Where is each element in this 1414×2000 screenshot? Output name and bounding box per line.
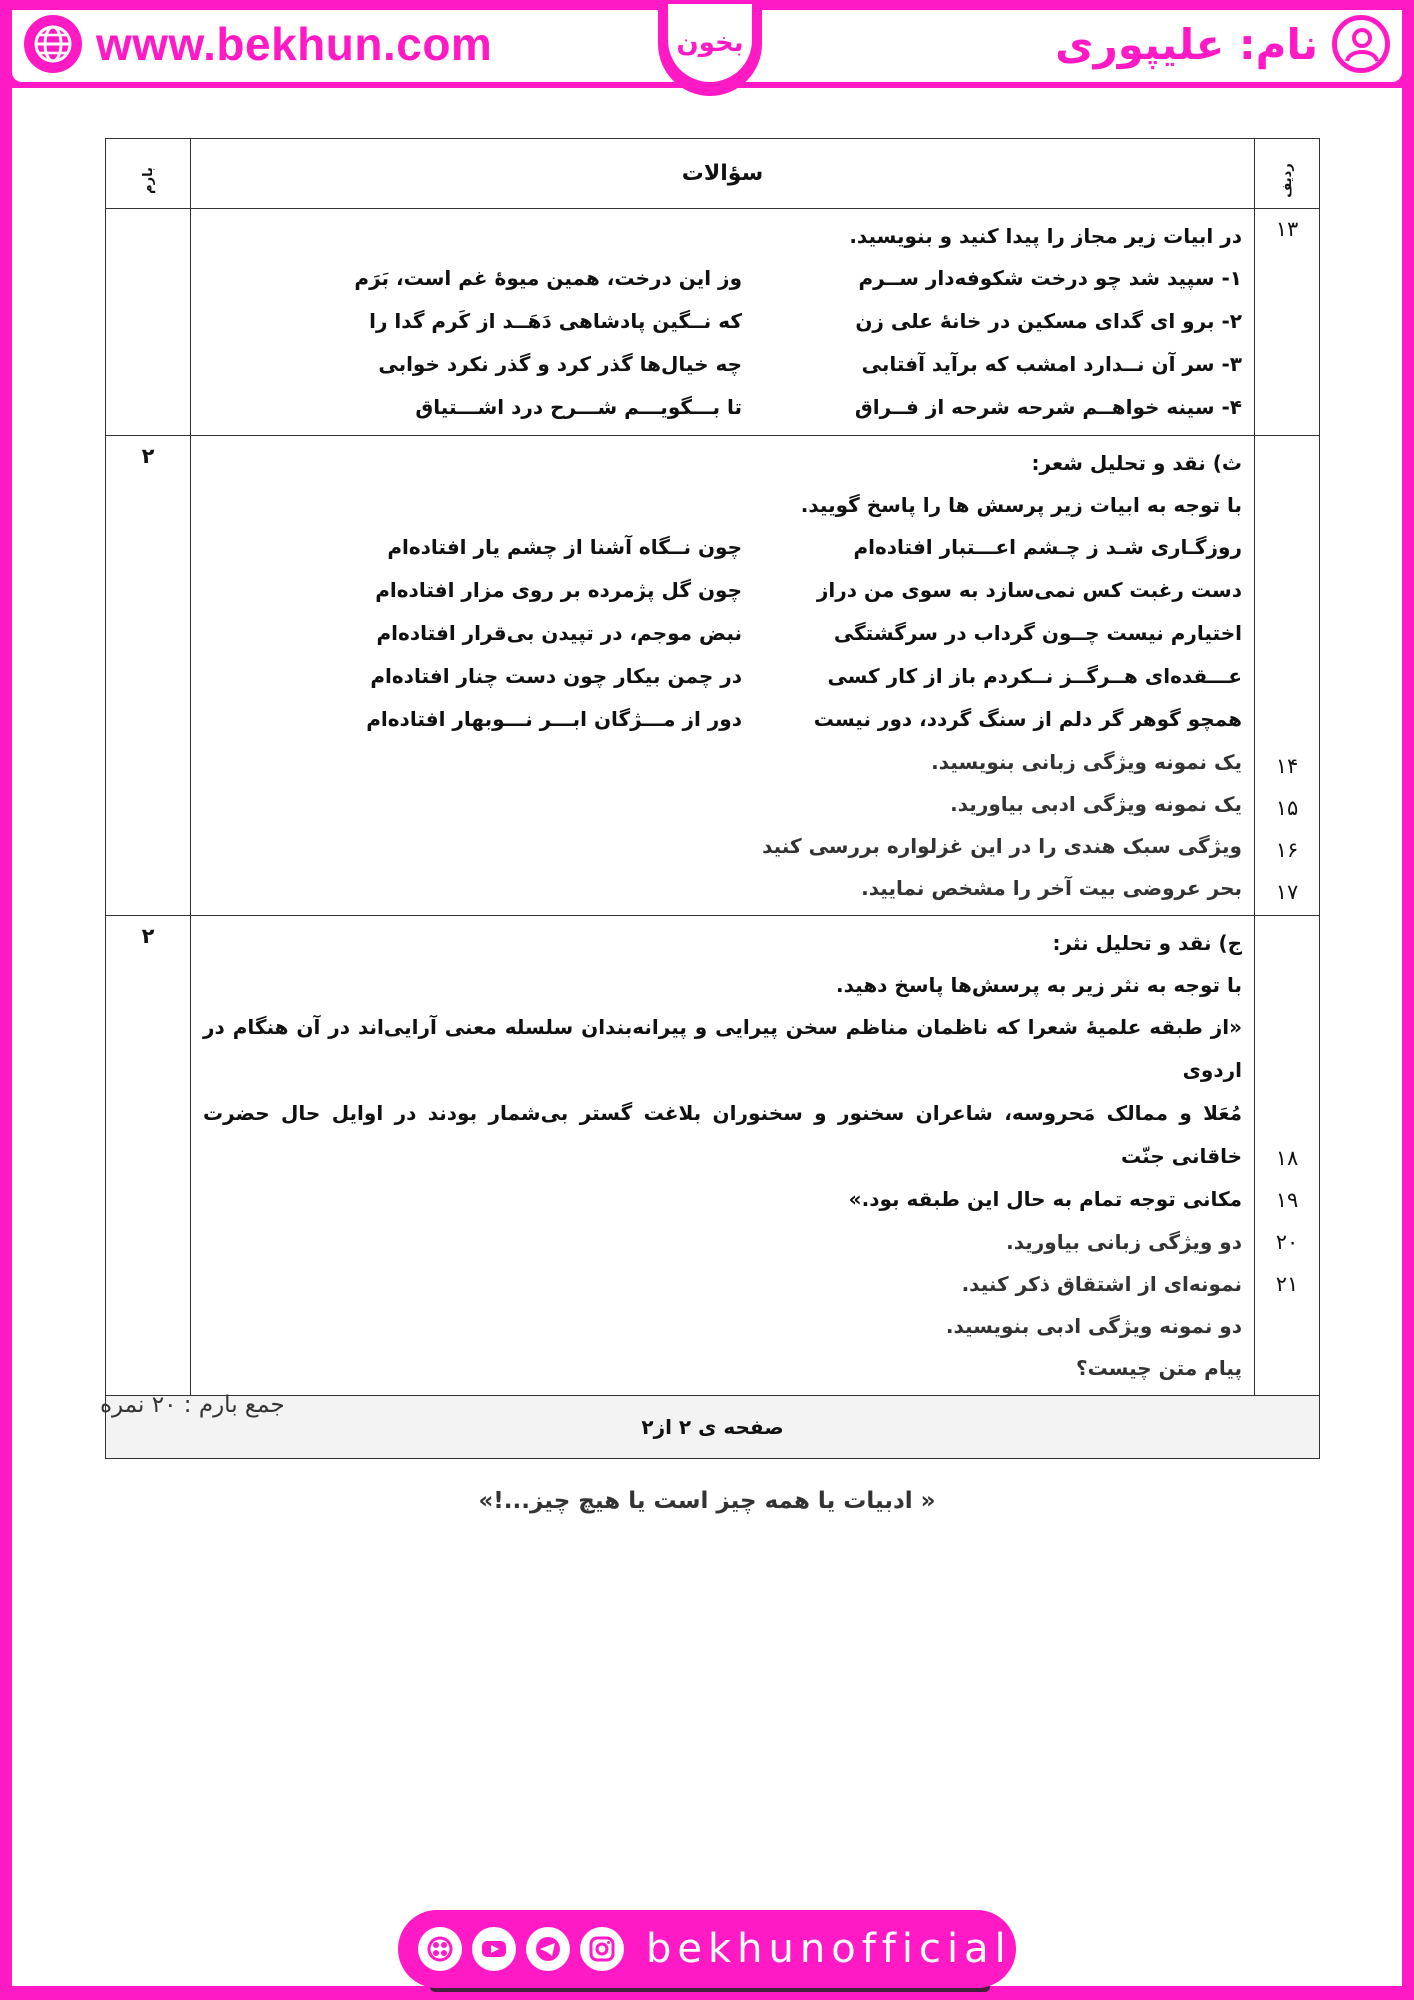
question-text: نمونه‌ای از اشتقاق ذکر کنید. <box>961 1272 1242 1296</box>
couplet: ۲- برو ای گدای مسکین در خانهٔ علی زن که نــگین پادشاهی دَهَــد از کَرم گدا را <box>369 309 1242 333</box>
student-name <box>1055 14 1390 74</box>
prose-line: «از طبقه علمیهٔ شعرا که ناظمان مناظم سخن پیرایی و پیرانه‌بندان سلسله معنی آرایی‌اند در آن هنگام در اردوی <box>203 1015 1242 1082</box>
table-header <box>106 139 1320 209</box>
question-cell <box>191 916 1255 1396</box>
question-intro: در ابیات زیر مجاز را پیدا کنید و بنویسید. <box>849 224 1242 248</box>
question-text: یک نمونه ویژگی ادبی بیاورید. <box>950 792 1242 816</box>
couplet: ۴- سینه خواهــم شرحه شرحه از فــراق تا بـــگویـــم شـــرح درد اشـــتیاق <box>415 395 1242 419</box>
telegram-icon[interactable] <box>526 1927 570 1971</box>
table-footer <box>106 1396 1320 1459</box>
couplet: اختیارم نیست چــون گرداب در سرگشتگی نبض موجم، در تپیدن بی‌قرار افتاده‌ام <box>376 621 1242 645</box>
question-text: یک نمونه ویژگی زبانی بنویسید. <box>931 750 1242 774</box>
total-score: جمع بارم : ۲۰ نمره <box>100 1392 285 1418</box>
row-number-cell: ۱۴ ۱۵ ۱۶ ۱۷ <box>1255 436 1320 916</box>
couplet: عـــقده‌ای هــرگــز نــکردم باز از کار کسی در چمن بیکار چون دست چنار افتاده‌ام <box>370 664 1242 688</box>
couplet: روزگـاری شـد ز چـشم اعـــتبار افتاده‌ام چون نــگاه آشنا از چشم یار افتاده‌ام <box>387 535 1242 559</box>
couplet: همچو گوهر گر دلم از سنگ گردد، دور نیست دور از مـــژگان ابـــر نـــوبهار افتاده‌ام <box>366 707 1242 731</box>
site-url[interactable]: www.bekhun.com <box>96 18 493 70</box>
social-footer <box>398 1910 1016 1988</box>
user-icon <box>1332 15 1390 73</box>
question-text: دو نمونه ویژگی ادبی بنویسید. <box>945 1314 1242 1338</box>
header-questions: سؤالات <box>191 139 1255 209</box>
prose-line: مُعَلا و ممالک مَحروسه، شاعران سخنور و سخنوران بلاغت گستر بی‌شمار بودند در اوایل حال حضرت خاقانی جنّت <box>203 1101 1242 1168</box>
question-text: ویژگی سبک هندی را در این غزلواره بررسی کنید <box>762 834 1242 858</box>
name-label: نام: علیپوری <box>1055 19 1318 69</box>
header-score: بارم <box>106 139 191 209</box>
score-cell: ۲ <box>106 436 191 916</box>
header-row-number: ردیف <box>1255 139 1320 209</box>
logo-text: بخون <box>676 28 744 58</box>
prose-line: مکانی توجه تمام به حال این طبقه بود.» <box>848 1187 1242 1211</box>
score-cell <box>106 209 191 436</box>
question-cell <box>191 436 1255 916</box>
question-text: دو ویژگی زبانی بیاورید. <box>1006 1230 1242 1254</box>
section-title: ج) نقد و تحلیل نثر: <box>1052 931 1242 955</box>
row-number: ۱۳ <box>1255 209 1320 436</box>
site-link[interactable] <box>24 14 492 74</box>
score-cell: ۲ <box>106 916 191 1396</box>
motto: « ادبیات یا همه چیز است یا هیچ چیز...!» <box>478 1488 936 1514</box>
question-cell <box>191 209 1255 436</box>
row-number-cell: ۱۸ ۱۹ ۲۰ ۲۱ <box>1255 916 1320 1396</box>
youtube-icon[interactable] <box>472 1927 516 1971</box>
question-text: بحر عروضی بیت آخر را مشخص نمایید. <box>861 876 1242 900</box>
question-intro: با توجه به ابیات زیر پرسش ها را پاسخ گویید. <box>800 493 1242 517</box>
instagram-icon[interactable] <box>580 1927 624 1971</box>
couplet: دست رغبت کس نمی‌سازد به سوی من دراز چون گل پژمرده بر روی مزار افتاده‌ام <box>375 578 1242 602</box>
social-handle[interactable]: bekhunofficial <box>646 1926 1012 1972</box>
globe-icon <box>24 15 82 73</box>
couplet: ۳- سر آن نــدارد امشب که برآید آفتابی چه خیال‌ها گذر کرد و گذر نکرد خوابی <box>378 352 1242 376</box>
questions-table <box>105 138 1320 1459</box>
section-title: ث) نقد و تحلیل شعر: <box>1031 451 1242 475</box>
question-text: پیام متن چیست؟ <box>1075 1356 1242 1380</box>
table-row <box>106 436 1320 916</box>
table-row <box>106 209 1320 436</box>
question-intro: با توجه به نثر زیر به پرسش‌ها پاسخ دهید. <box>836 973 1242 997</box>
couplet: ۱- سپید شد چو درخت شکوفه‌دار ســرم وز این درخت، همین میوهٔ غم است، بَرَم <box>354 266 1242 290</box>
page-number: صفحه ی ۲ از۲ <box>106 1396 1320 1459</box>
table-row <box>106 916 1320 1396</box>
aparat-icon[interactable] <box>418 1927 462 1971</box>
